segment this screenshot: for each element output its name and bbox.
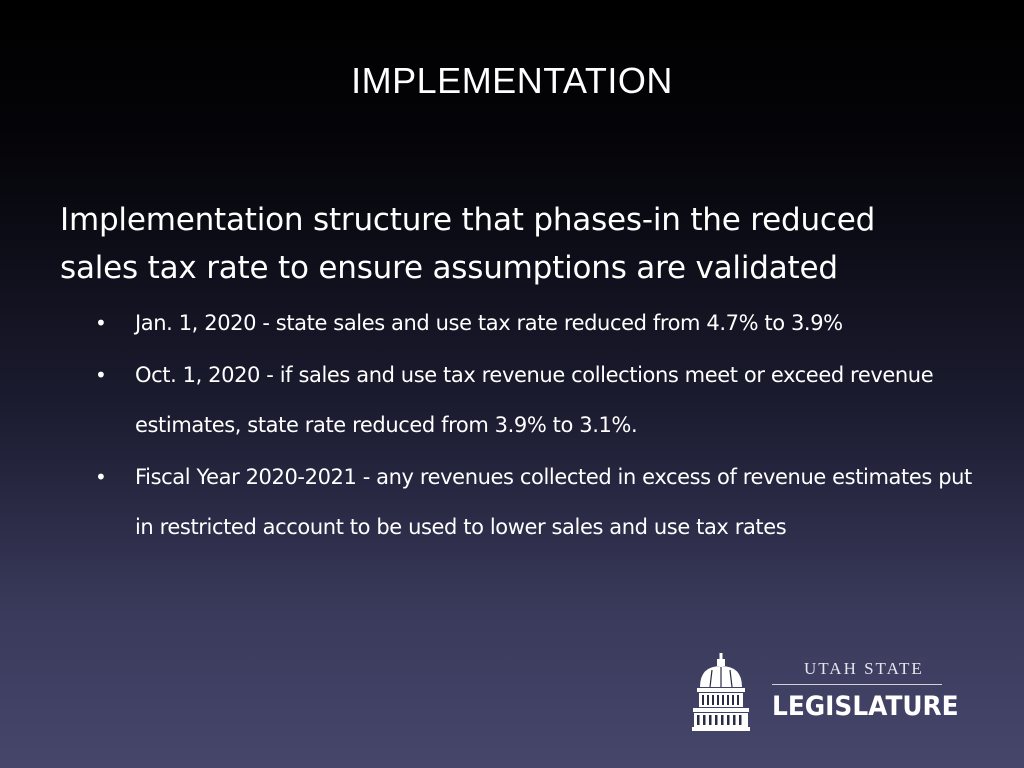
capitol-dome-icon xyxy=(692,653,750,731)
bullet-text: Oct. 1, 2020 - if sales and use tax revenue collections meet or exceed revenue estimates, state rate reduced from 3.9% to 3.1%. xyxy=(135,363,934,437)
bullet-item xyxy=(95,452,985,552)
slide-title: IMPLEMENTATION xyxy=(351,60,673,101)
utah-state-legislature-logo xyxy=(692,653,959,733)
bullet-dot-icon: • xyxy=(95,311,107,335)
bullet-list xyxy=(95,298,985,554)
bullet-item xyxy=(95,298,985,348)
bullet-item xyxy=(95,350,985,450)
logo-line-legislature: LEGISLATURE xyxy=(772,691,959,722)
bullet-dot-icon: • xyxy=(95,465,107,489)
slide-heading: Implementation structure that phases-in the reduced sales tax rate to ensure assumptions are validated xyxy=(60,202,876,286)
bullet-text: Jan. 1, 2020 - state sales and use tax rate reduced from 4.7% to 3.9% xyxy=(135,311,843,335)
bullet-text: Fiscal Year 2020-2021 - any revenues collected in excess of revenue estimates put in restricted account to be used to lower sales and use tax rates xyxy=(135,465,972,539)
logo-line-utah-state: UTAH STATE xyxy=(804,659,924,678)
bullet-dot-icon: • xyxy=(95,363,107,387)
logo-divider xyxy=(772,684,942,685)
